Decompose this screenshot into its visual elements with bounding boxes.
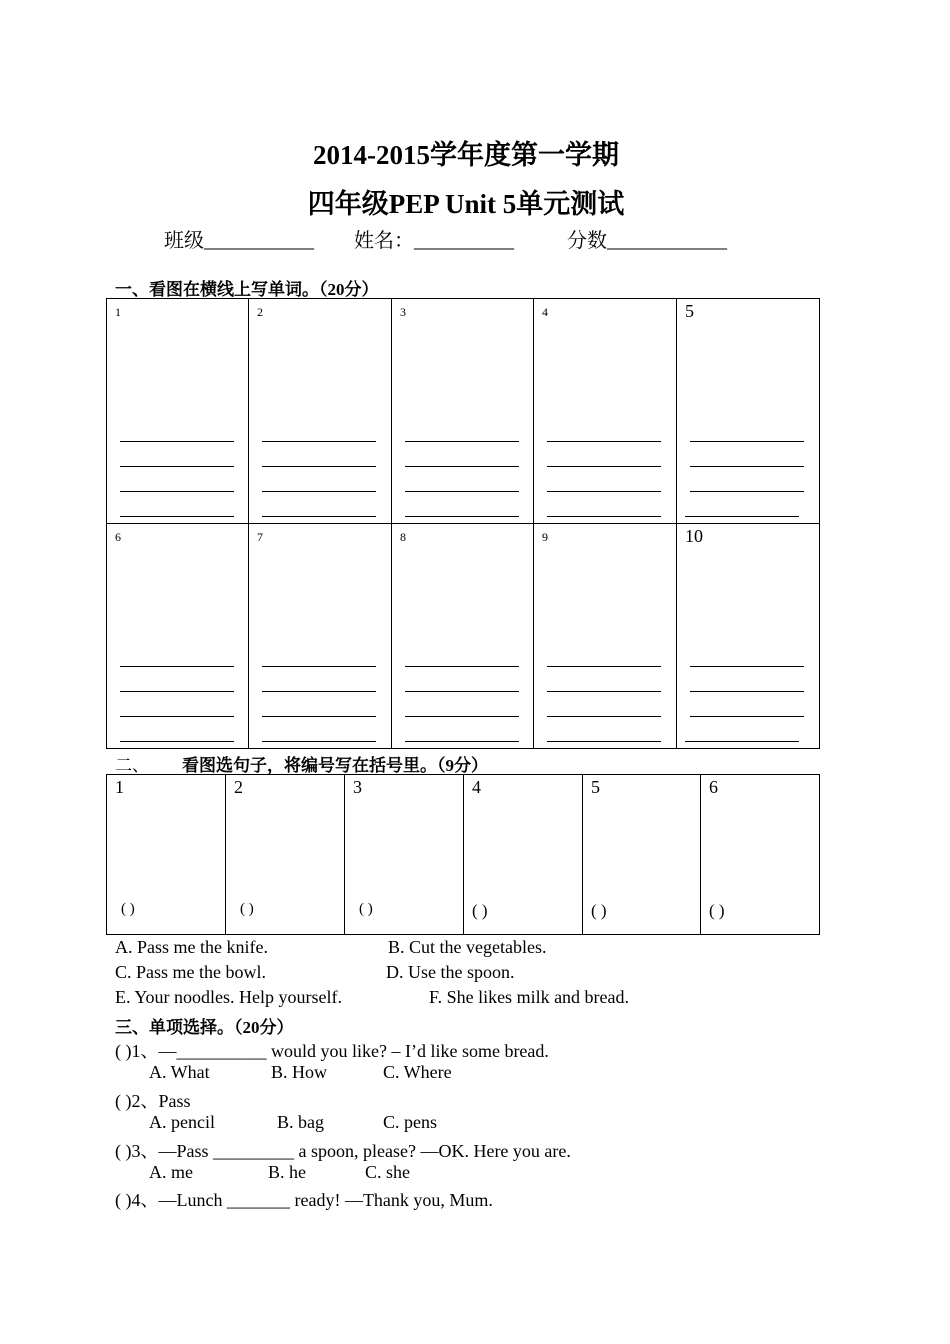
writing-line[interactable] [547, 691, 661, 692]
question-2-choice-c[interactable]: C. pens [383, 1112, 437, 1132]
cell-number: 4 [542, 305, 548, 319]
writing-line[interactable] [120, 441, 234, 442]
writing-line[interactable] [405, 716, 519, 717]
cell-number: 5 [591, 777, 600, 797]
name-field[interactable]: 姓名：__________ [354, 230, 514, 252]
writing-line[interactable] [685, 516, 799, 517]
writing-line[interactable] [120, 466, 234, 467]
answer-paren[interactable]: ( ) [359, 901, 373, 917]
writing-line[interactable] [405, 741, 519, 742]
score-field[interactable]: 分数____________ [567, 230, 727, 252]
cell-number: 6 [709, 777, 718, 797]
word-cell [534, 524, 677, 749]
cell-number: 2 [234, 777, 243, 797]
writing-line[interactable] [120, 491, 234, 492]
word-cell [677, 524, 820, 749]
question-3-choice-c[interactable]: C. she [365, 1162, 410, 1182]
word-writing-grid [106, 298, 820, 749]
writing-line[interactable] [405, 491, 519, 492]
question-3-choice-a[interactable]: A. me [149, 1162, 193, 1182]
writing-line[interactable] [690, 716, 804, 717]
writing-line[interactable] [547, 466, 661, 467]
writing-line[interactable] [262, 466, 376, 467]
option-e: E. Your noodles. Help yourself. [115, 987, 342, 1007]
cell-number: 4 [472, 777, 481, 797]
option-b: B. Cut the vegetables. [388, 937, 547, 957]
word-cell [107, 524, 249, 749]
word-cell [249, 524, 392, 749]
writing-line[interactable] [547, 716, 661, 717]
word-cell [249, 299, 392, 524]
picture-cell [464, 775, 583, 935]
cell-number: 9 [542, 530, 548, 544]
cell-number: 2 [257, 305, 263, 319]
section1-heading: 一、看图在横线上写单词。（20分） [115, 280, 379, 299]
writing-line[interactable] [262, 516, 376, 517]
picture-match-grid [106, 774, 820, 935]
writing-line[interactable] [262, 441, 376, 442]
writing-line[interactable] [405, 516, 519, 517]
writing-line[interactable] [262, 491, 376, 492]
writing-line[interactable] [547, 491, 661, 492]
question-3-stem: ( )3、—Pass _________ a spoon, please? —OK. Here you are. [115, 1141, 571, 1161]
question-1-choice-a[interactable]: A. What [149, 1062, 210, 1082]
cell-number: 1 [115, 305, 121, 319]
answer-paren[interactable]: ( ) [121, 901, 135, 917]
writing-line[interactable] [120, 666, 234, 667]
picture-cell [701, 775, 820, 935]
question-4-stem: ( )4、—Lunch _______ ready! —Thank you, Mum. [115, 1190, 493, 1210]
answer-paren[interactable]: ( ) [591, 901, 607, 920]
answer-paren[interactable]: ( ) [709, 901, 725, 920]
word-cell [392, 524, 534, 749]
cell-number: 8 [400, 530, 406, 544]
writing-line[interactable] [262, 741, 376, 742]
writing-line[interactable] [690, 666, 804, 667]
class-field[interactable]: 班级___________ [164, 230, 314, 252]
section2-heading-prefix: 二、 [115, 756, 149, 775]
question-1-stem: ( )1、—__________ would you like? – I’d like some bread. [115, 1041, 549, 1061]
question-1-choice-b[interactable]: B. How [271, 1062, 328, 1082]
writing-line[interactable] [120, 691, 234, 692]
writing-line[interactable] [690, 441, 804, 442]
writing-line[interactable] [547, 741, 661, 742]
writing-line[interactable] [262, 716, 376, 717]
writing-line[interactable] [690, 691, 804, 692]
writing-line[interactable] [405, 466, 519, 467]
writing-line[interactable] [262, 691, 376, 692]
cell-number: 10 [685, 526, 703, 546]
question-2-choice-a[interactable]: A. pencil [149, 1112, 215, 1132]
writing-line[interactable] [405, 666, 519, 667]
cell-number: 7 [257, 530, 263, 544]
question-3-choice-b[interactable]: B. he [268, 1162, 306, 1182]
picture-cell [583, 775, 701, 935]
writing-line[interactable] [262, 666, 376, 667]
word-cell [107, 299, 249, 524]
option-c: C. Pass me the bowl. [115, 962, 266, 982]
picture-cell [107, 775, 226, 935]
writing-line[interactable] [405, 441, 519, 442]
picture-cell [226, 775, 345, 935]
cell-number: 5 [685, 301, 694, 321]
section2-heading: 看图选句子，将编号写在括号里。（9分） [182, 756, 488, 775]
question-1-choice-c[interactable]: C. Where [383, 1062, 452, 1082]
section3-heading: 三、单项选择。（20分） [115, 1018, 294, 1037]
word-cell [392, 299, 534, 524]
cell-number: 6 [115, 530, 121, 544]
word-cell [677, 299, 820, 524]
writing-line[interactable] [120, 716, 234, 717]
cell-number: 1 [115, 777, 124, 797]
picture-cell [345, 775, 464, 935]
writing-line[interactable] [405, 691, 519, 692]
cell-number: 3 [400, 305, 406, 319]
writing-line[interactable] [547, 516, 661, 517]
exam-title-unit: 四年级PEP Unit 5单元测试 [307, 189, 625, 219]
writing-line[interactable] [547, 666, 661, 667]
question-2-choice-b[interactable]: B. bag [277, 1112, 324, 1132]
question-2-stem: ( )2、Pass [115, 1091, 191, 1111]
writing-line[interactable] [547, 441, 661, 442]
writing-line[interactable] [690, 466, 804, 467]
option-f: F. She likes milk and bread. [429, 987, 630, 1007]
answer-paren[interactable]: ( ) [240, 901, 254, 917]
word-cell [534, 299, 677, 524]
writing-line[interactable] [120, 516, 234, 517]
option-a: A. Pass me the knife. [115, 937, 268, 957]
answer-paren[interactable]: ( ) [472, 901, 488, 920]
cell-number: 3 [353, 777, 362, 797]
writing-line[interactable] [690, 491, 804, 492]
writing-line[interactable] [685, 741, 799, 742]
exam-title-year: 2014-2015学年度第一学期 [313, 140, 619, 170]
writing-line[interactable] [120, 741, 234, 742]
option-d: D. Use the spoon. [386, 962, 515, 982]
